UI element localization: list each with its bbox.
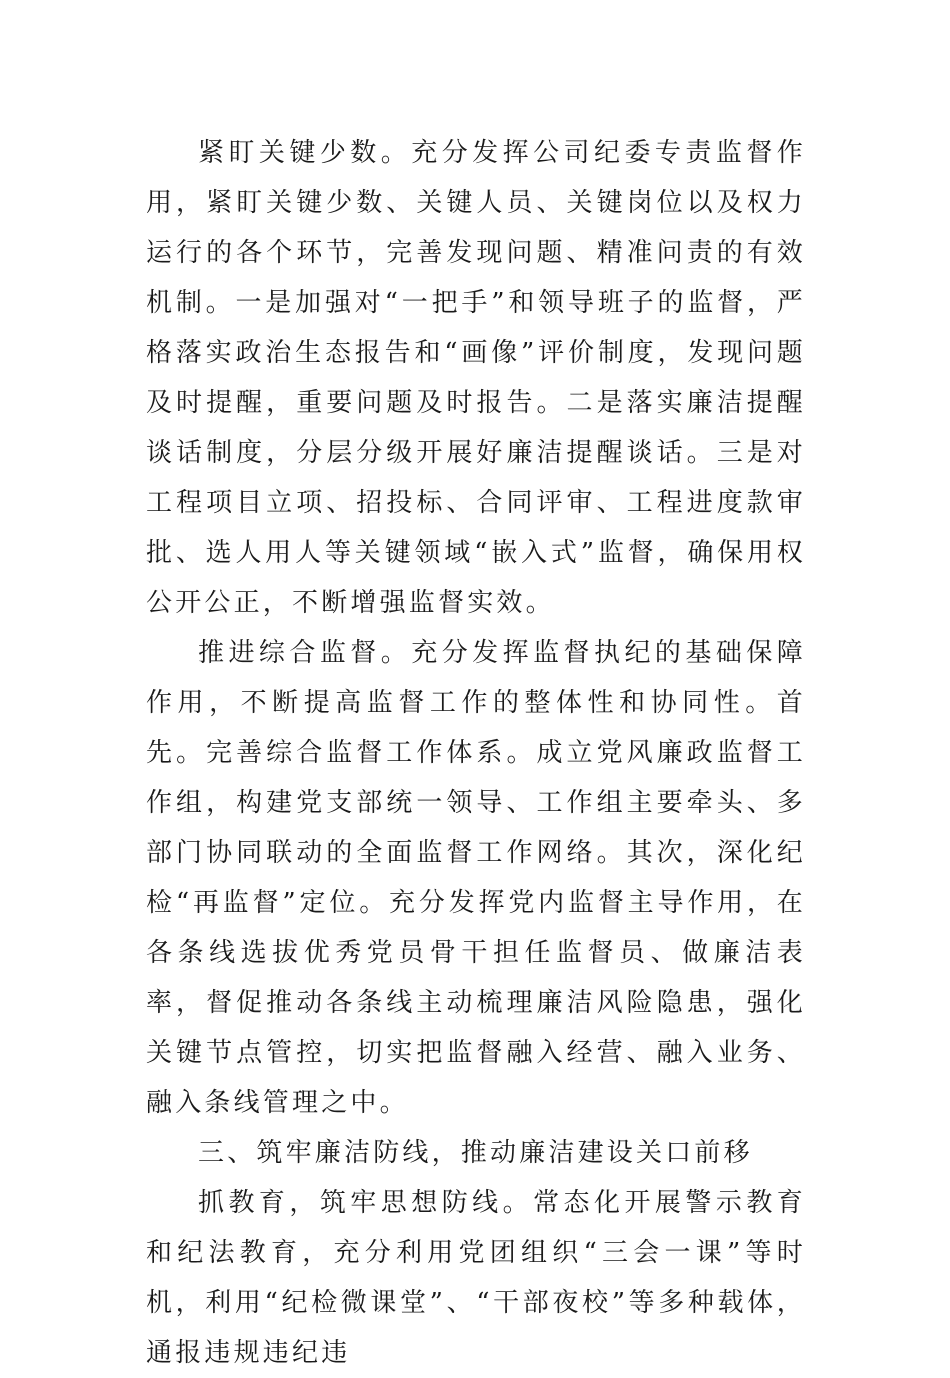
paragraph-key-minority: 紧盯关键少数。充分发挥公司纪委专责监督作用，紧盯关键少数、关键人员、关键岗位以及权力运行的各个环节，完善发现问题、精准问责的有效机制。一是加强对“一把手”和领导班子的监督，严格落实政治生态报告和“画像”评价制度，发现问题及时提醒，重要问题及时报告。二是落实廉洁提醒谈话制度，分层分级开展好廉洁提醒谈话。三是对工程项目立项、招投标、合同评审、工程进度款审批、选人用人等关键领域“嵌入式”监督，确保用权公开公正，不断增强监督实效。 — [146, 138, 806, 618]
paragraph-education: 抓教育，筑牢思想防线。常态化开展警示教育和纪法教育，充分利用党团组织“三会一课”等时机，利用“纪检微课堂”、“干部夜校”等多种载体，通报违规违纪违 — [146, 1188, 806, 1368]
paragraph-comprehensive-supervision: 推进综合监督。充分发挥监督执纪的基础保障作用，不断提高监督工作的整体性和协同性。首先。完善综合监督工作体系。成立党风廉政监督工作组，构建党支部统一领导、工作组主要牵头、多部门协同联动的全面监督工作网络。其次，深化纪检“再监督”定位。充分发挥党内监督主导作用，在各条线选拔优秀党员骨干担任监督员、做廉洁表率，督促推动各条线主动梳理廉洁风险隐患，强化关键节点管控，切实把监督融入经营、融入业务、融入条线管理之中。 — [146, 638, 806, 1118]
document-page — [146, 128, 806, 1378]
section-heading-three: 三、筑牢廉洁防线，推动廉洁建设关口前移 — [198, 1138, 753, 1168]
